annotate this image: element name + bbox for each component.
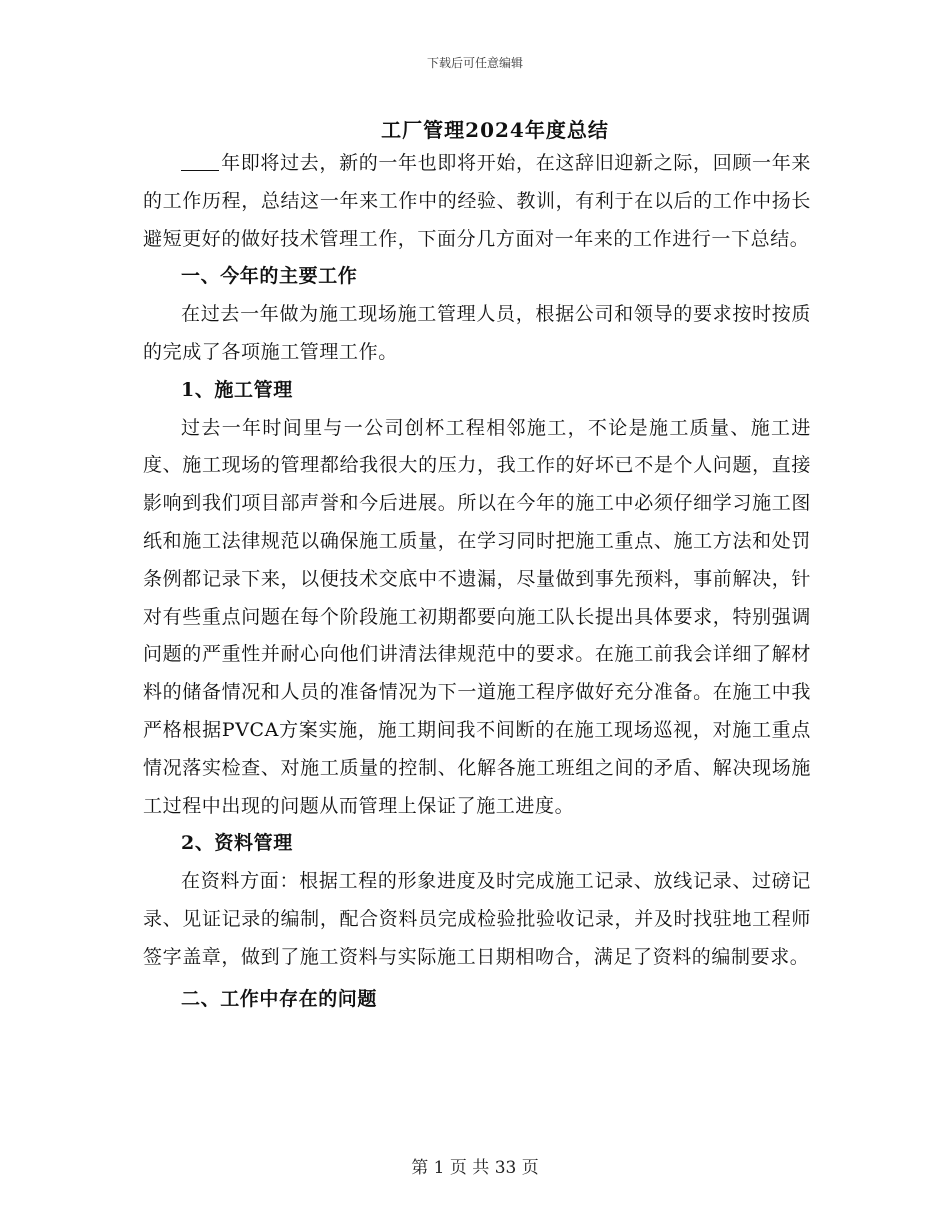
page-number-footer: 第 1 页 共 33 页 xyxy=(411,1158,539,1178)
year-blank xyxy=(181,152,219,171)
subsection-2-paragraph: 在资料方面：根据工程的形象进度及时完成施工记录、放线记录、过磅记录、见证记录的编制，配合资料员完成检验批验收记录，并及时找驻地工程师签字盖章，做到了施工资料与实际施工日期相吻合，满足了资料的编制要求。 xyxy=(143,870,811,968)
document-body xyxy=(143,145,811,1018)
section-2-heading: 二、工作中存在的问题 xyxy=(181,987,378,1010)
intro-text: 年即将过去，新的一年也即将开始，在这辞旧迎新之际，回顾一年来的工作历程，总结这一年来工作中的经验、教训，有利于在以后的工作中扬长避短更好的做好技术管理工作，下面分几方面对一年来的工作进行一下总结。 xyxy=(143,152,811,250)
section-1-paragraph: 在过去一年做为施工现场施工管理人员，根据公司和领导的要求按时按质的完成了各项施工管理工作。 xyxy=(143,303,811,363)
subsection-2-heading: 2、资料管理 xyxy=(181,832,293,855)
subsection-1-paragraph: 过去一年时间里与一公司创杯工程相邻施工，不论是施工质量、施工进度、施工现场的管理都给我很大的压力，我工作的好坏已不是个人问题，直接影响到我们项目部声誉和今后进展。所以在今年的施工中必须仔细学习施工图纸和施工法律规范以确保施工质量，在学习同时把施工重点、施工方法和处罚条例都记录下来，以便技术交底中不遗漏，尽量做到事先预料，事前解决，针对有些重点问题在每个阶段施工初期都要向施工队长提出具体要求，特别强调问题的严重性并耐心向他们讲清法律规范中的要求。在施工前我会详细了解材料的储备情况和人员的准备情况为下一道施工程序做好充分准备。在施工中我严格根据PVCA方案实施，施工期间我不间断的在施工现场巡视，对施工重点情况落实检查、对施工质量的控制、化解各施工班组之间的矛盾、解决现场施工过程中出现的问题从而管理上保证了施工进度。 xyxy=(143,416,811,817)
subsection-1-heading: 1、施工管理 xyxy=(181,378,293,401)
intro-paragraph xyxy=(143,145,811,258)
section-1-heading: 一、今年的主要工作 xyxy=(181,265,358,288)
header-note: 下载后可任意编辑 xyxy=(426,56,523,70)
document-title: 工厂管理2024年度总结 xyxy=(381,118,609,142)
